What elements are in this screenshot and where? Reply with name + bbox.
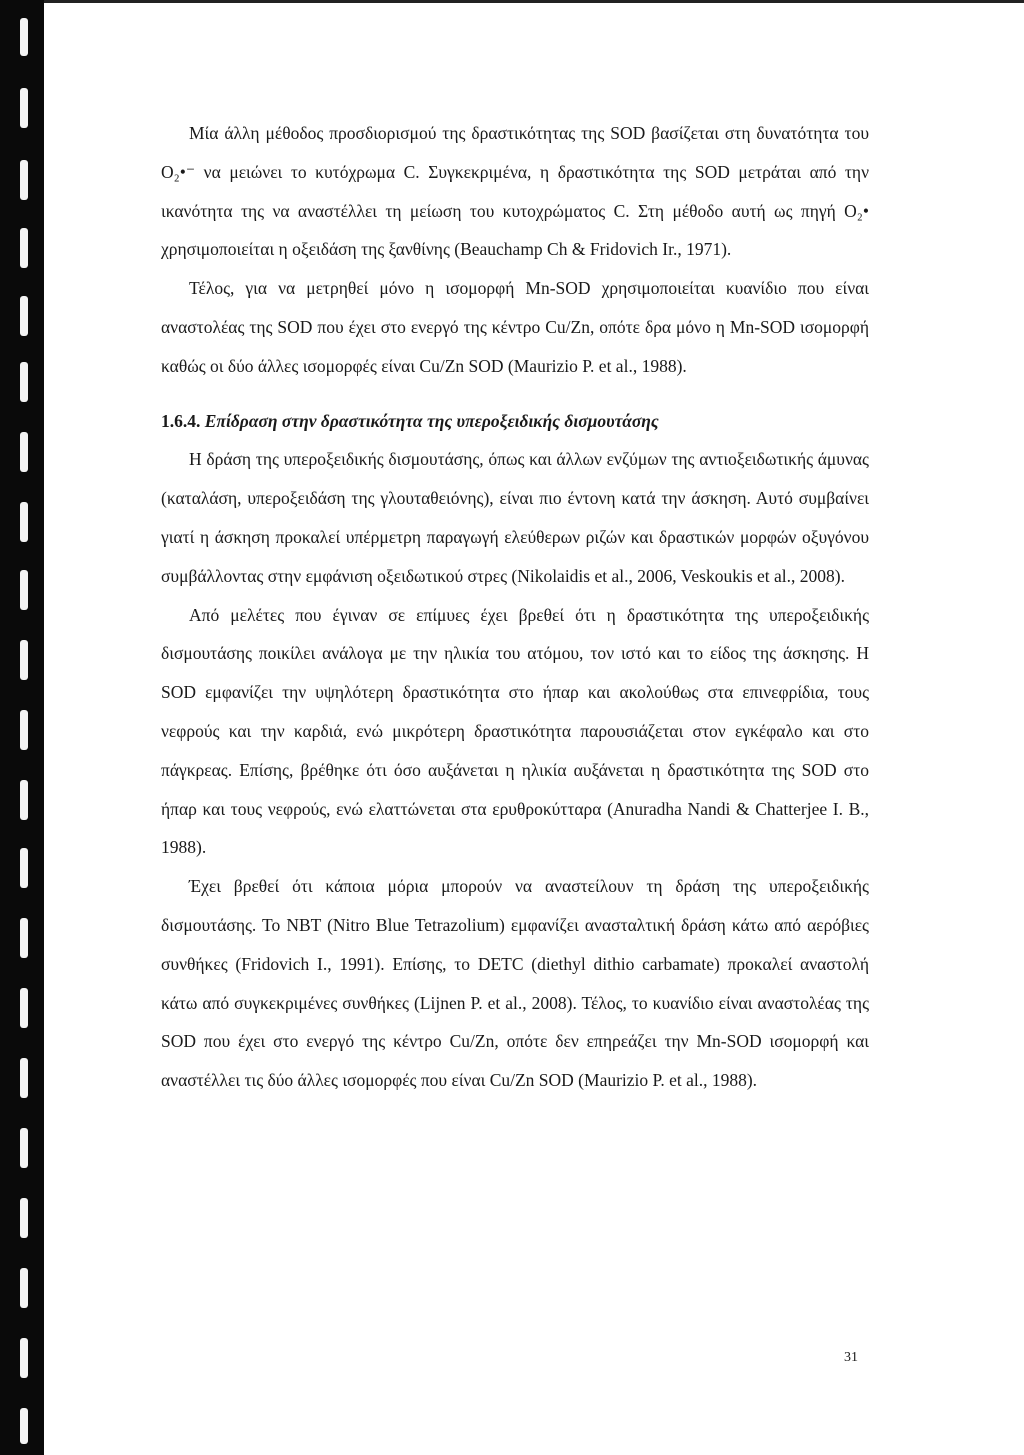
paragraph: Από μελέτες που έγιναν σε επίμυες έχει βρεθεί ότι η δραστικότητα της υπεροξειδικής δισμουτάσης ποικίλει ανάλογα με την ηλικία του ατόμου, τον ιστό και το είδος της άσκησης. Η SOD εμφανίζει την υψηλότερη δραστικότητα στο ήπαρ και ακολούθως στα επινεφρίδια, τους νεφρούς και την καρδιά, ενώ μικρότερη δραστικότητα παρουσιάζεται στον εγκέφαλο και στο πάγκρεας. Επίσης, βρέθηκε ότι όσο αυξάνεται η ηλικία αυξάνεται η δραστικότητα της SOD στο ήπαρ και τους νεφρούς, ενώ ελαττώνεται στα ερυθροκύτταρα (Anuradha Nandi & Chatterjee I. B., 1988). xyxy=(161,604,869,858)
binding-hole xyxy=(20,1058,28,1098)
section-heading xyxy=(161,402,869,441)
binding-hole xyxy=(20,640,28,680)
binding-hole xyxy=(20,988,28,1028)
binding-hole xyxy=(20,710,28,750)
binding-hole xyxy=(20,432,28,472)
section-number: 1.6.4. xyxy=(161,410,201,431)
top-scan-rule xyxy=(0,0,1024,3)
binding-hole xyxy=(20,848,28,888)
page-number: 31 xyxy=(844,1350,858,1365)
binding-hole xyxy=(20,1408,28,1444)
document-body xyxy=(161,114,869,1100)
binding-hole xyxy=(20,296,28,336)
binding-hole xyxy=(20,570,28,610)
binding-hole xyxy=(20,918,28,958)
paragraph: Έχει βρεθεί ότι κάποια μόρια μπορούν να αναστείλουν τη δράση της υπεροξειδικής δισμουτάσης. Το NBT (Nitro Blue Tetrazolium) εμφανίζει ανασταλτική δράση κάτω από αερόβιες συνθήκες (Fridovich I., 1991). Επίσης, το DETC (diethyl dithio carbamate) προκαλεί αναστολή κάτω από συγκεκριμένες συνθήκες (Lijnen P. et al., 2008). Τέλος, το κυανίδιο είναι αναστολέας της SOD που έχει στο ενεργό της κέντρο Cu/Zn, οπότε δεν επηρεάζει την Mn-SOD ισομορφή και αναστέλλει τις δύο άλλες ισομορφές που είναι Cu/Zn SOD (Maurizio P. et al., 1988). xyxy=(161,876,869,1091)
binding-hole xyxy=(20,88,28,128)
binding-hole xyxy=(20,780,28,820)
section-title: Επίδραση στην δραστικότητα της υπεροξειδικής δισμουτάσης xyxy=(204,410,659,431)
binding-hole xyxy=(20,1338,28,1378)
binding-hole xyxy=(20,18,28,56)
binding-hole xyxy=(20,228,28,268)
binding-hole xyxy=(20,1268,28,1308)
binding-hole xyxy=(20,160,28,200)
paragraph: Η δράση της υπεροξειδικής δισμουτάσης, όπως και άλλων ενζύμων της αντιοξειδωτικής άμυνας (καταλάση, υπεροξειδάση της γλουταθειόνης), είναι πιο έντονη κατά την άσκηση. Αυτό συμβαίνει γιατί η άσκηση προκαλεί υπέρμετρη παραγωγή ελεύθερων ριζών και δραστικών μορφών οξυγόνου συμβάλλοντας στην εμφάνιση οξειδωτικού στρες (Nikolaidis et al., 2006, Veskoukis et al., 2008). xyxy=(161,449,869,586)
binding-hole xyxy=(20,1128,28,1168)
binding-hole xyxy=(20,1198,28,1238)
paragraph: Μία άλλη μέθοδος προσδιορισμού της δραστικότητας της SOD βασίζεται στη δυνατότητα του Ο₂•⁻ να μειώνει το κυτόχρωμα C. Συγκεκριμένα, η δραστικότητα της SOD μετράται από την ικανότητα της να αναστέλλει τη μείωση του κυτοχρώματος C. Στη μέθοδο αυτή ως πηγή Ο₂• χρησιμοποιείται η οξειδάση της ξανθίνης (Beauchamp Ch & Fridovich Ir., 1971). xyxy=(161,123,869,260)
scan-binding-strip xyxy=(0,0,44,1455)
binding-hole xyxy=(20,362,28,402)
binding-hole xyxy=(20,502,28,542)
paragraph: Τέλος, για να μετρηθεί μόνο η ισομορφή Mn-SOD χρησιμοποιείται κυανίδιο που είναι αναστολέας της SOD που έχει στο ενεργό της κέντρο Cu/Zn, οπότε δρα μόνο η Mn-SOD ισομορφή καθώς οι δύο άλλες ισομορφές είναι Cu/Zn SOD (Maurizio P. et al., 1988). xyxy=(161,278,869,376)
